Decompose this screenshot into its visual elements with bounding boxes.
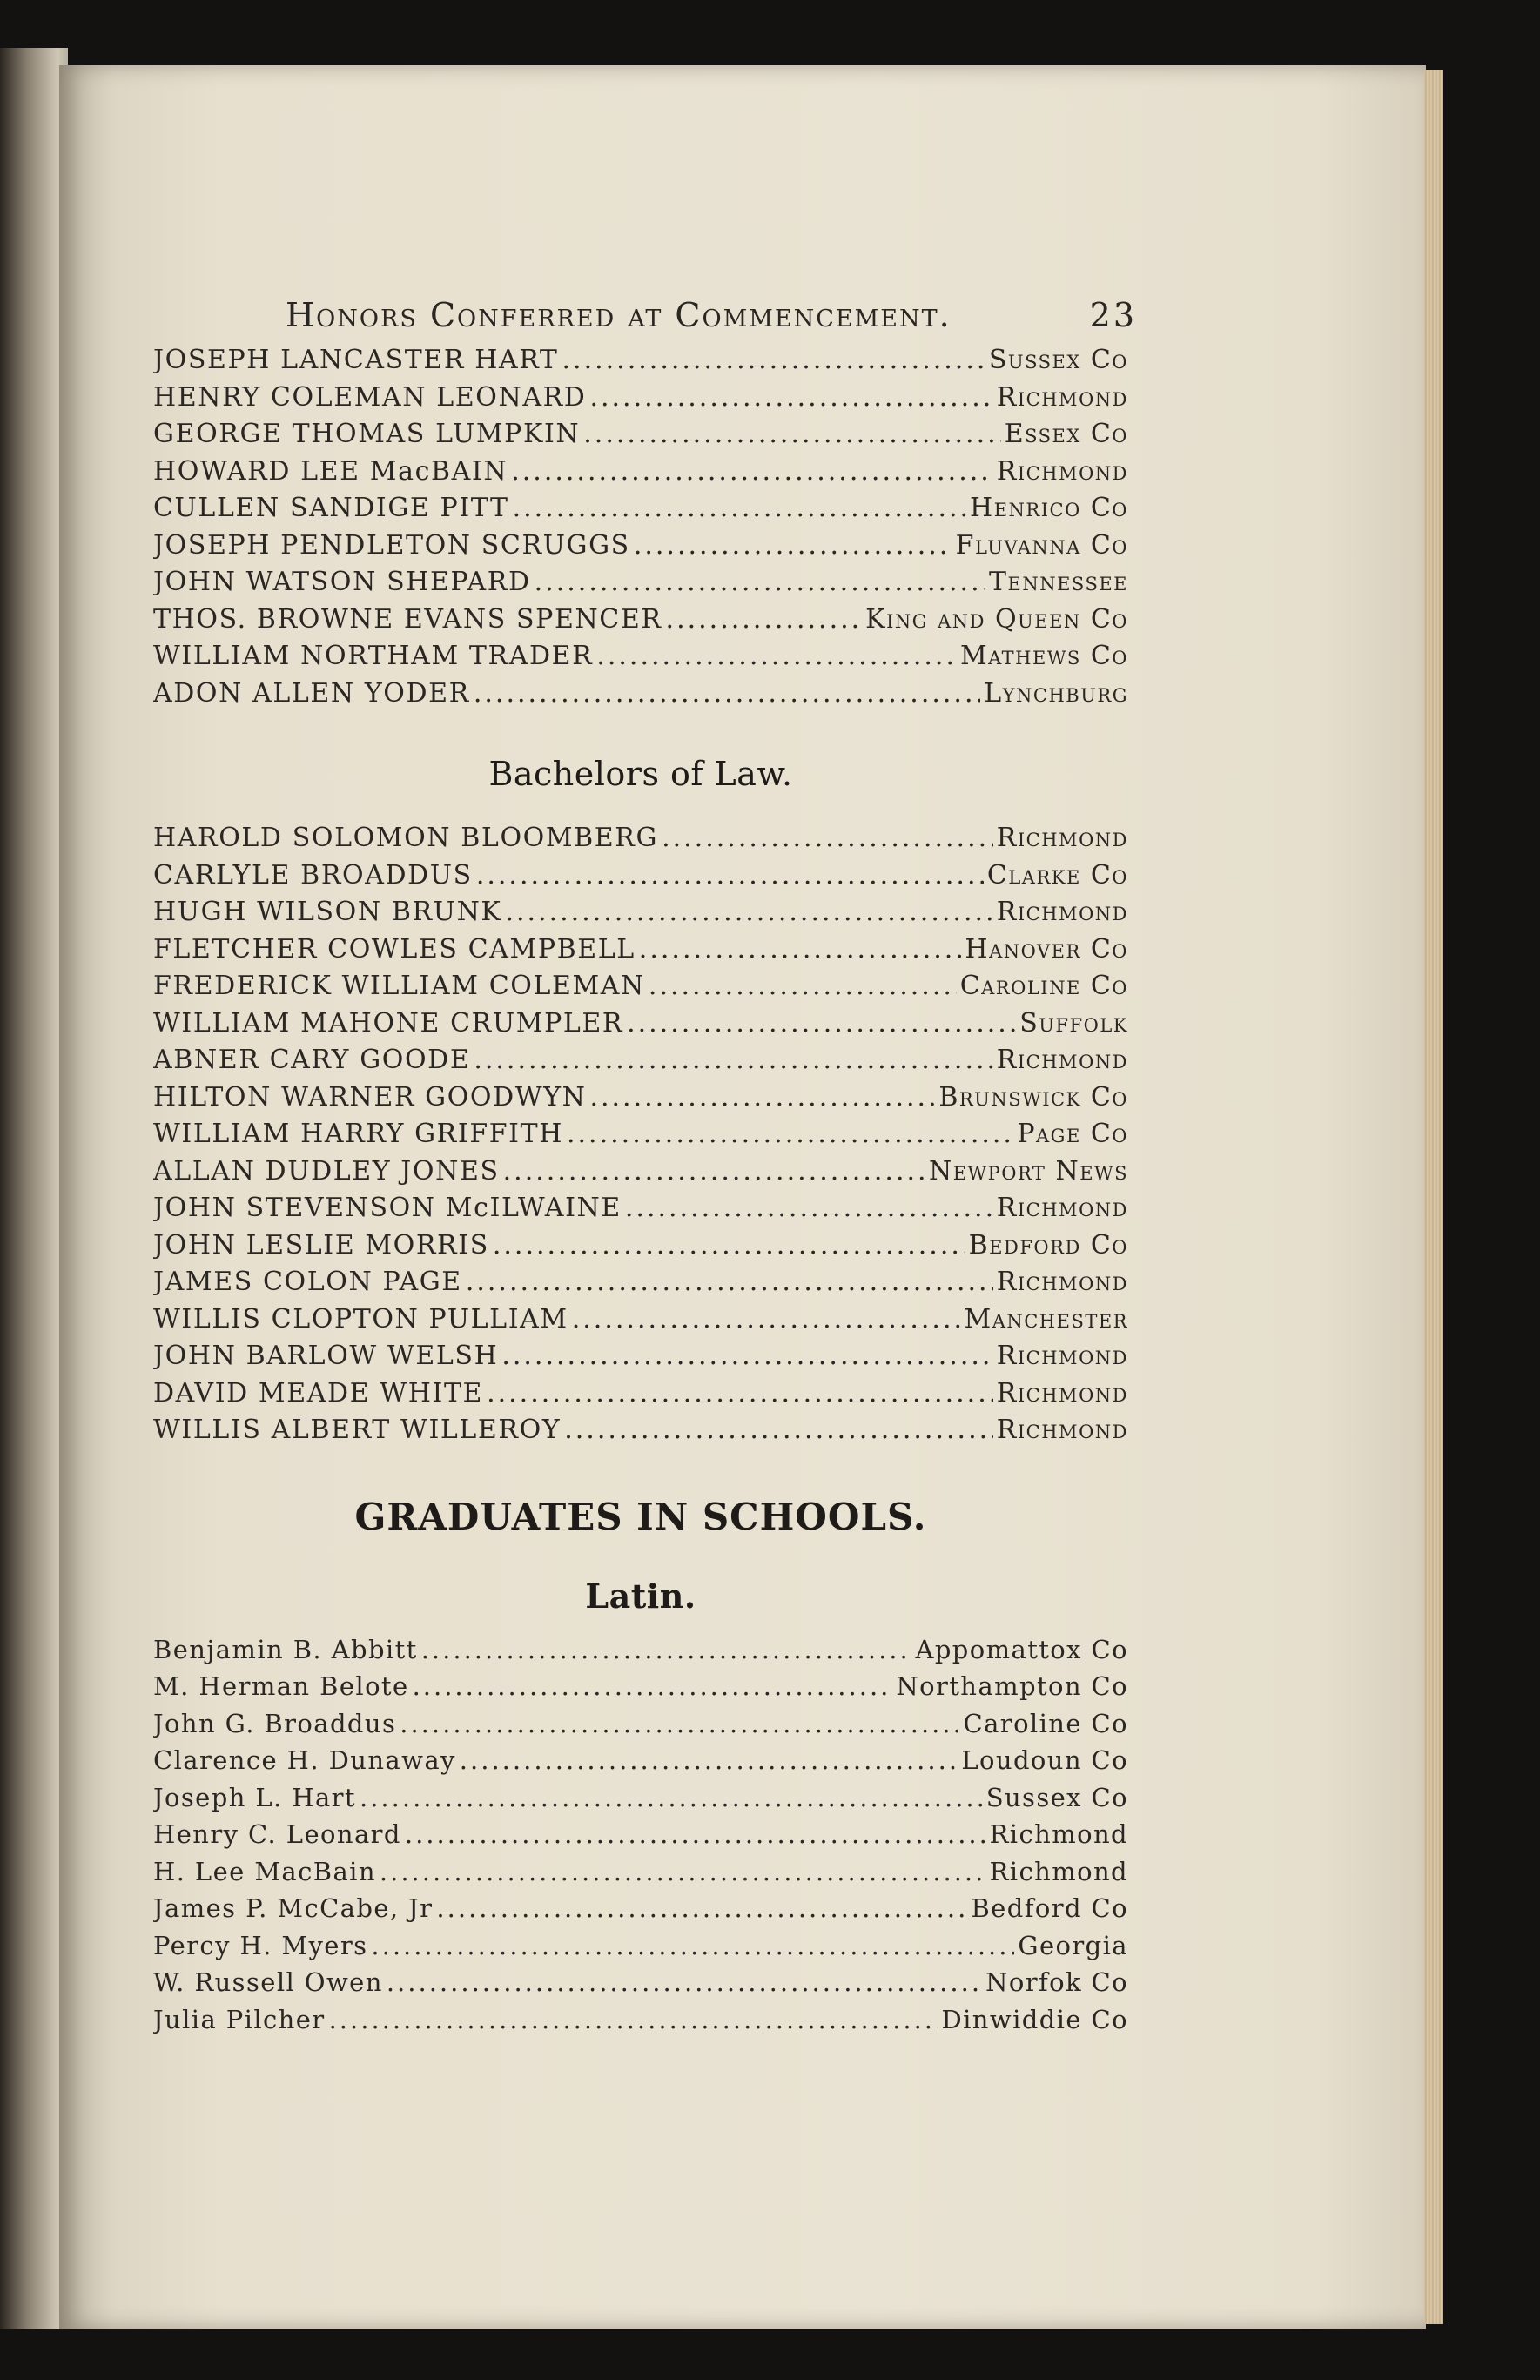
list-item — [153, 382, 1128, 420]
list-item — [153, 641, 1128, 678]
dot-leader — [662, 823, 993, 853]
degree-list — [153, 345, 1128, 715]
entry-place: Richmond — [996, 1045, 1128, 1075]
entry-place: Newport News — [928, 1155, 1128, 1187]
entry-place: Clarke Co — [986, 859, 1128, 891]
entry-place: Richmond — [989, 1819, 1128, 1849]
dot-leader — [501, 1341, 992, 1371]
entry-place: Richmond — [996, 1341, 1128, 1371]
list-item — [153, 1671, 1128, 1709]
bachelors-of-law-list — [153, 823, 1128, 1452]
graduates-in-schools-heading: GRADUATES IN SCHOOLS. — [354, 1495, 927, 1538]
entry-name: JOHN WATSON SHEPARD — [153, 567, 531, 597]
list-item — [153, 1635, 1128, 1672]
entry-name: HAROLD SOLOMON BLOOMBERG — [153, 823, 659, 853]
list-item — [153, 456, 1128, 494]
entry-place: Sussex Co — [985, 1782, 1128, 1812]
dot-leader — [476, 860, 984, 891]
dot-leader — [466, 1267, 993, 1297]
dot-leader — [421, 1635, 912, 1664]
list-item — [153, 530, 1128, 568]
list-item — [153, 419, 1128, 456]
list-item — [153, 493, 1128, 530]
running-head — [153, 296, 1137, 345]
list-item — [153, 567, 1128, 604]
entry-name: ADON ALLEN YODER — [153, 677, 470, 709]
list-item — [153, 1304, 1128, 1341]
list-item — [153, 1082, 1128, 1119]
entry-name: M. Herman Belote — [153, 1671, 409, 1701]
entry-place: Richmond — [996, 381, 1128, 413]
entry-name: HUGH WILSON BRUNK — [153, 897, 502, 927]
entry-place: Northampton Co — [896, 1671, 1128, 1701]
entry-place: King and Queen Co — [865, 603, 1128, 635]
entry-place: Manchester — [964, 1303, 1128, 1335]
entry-place: Henrico Co — [970, 493, 1128, 523]
list-item — [153, 1045, 1128, 1082]
entry-name: FLETCHER COWLES CAMPBELL — [153, 933, 636, 965]
entry-place: Richmond — [996, 897, 1128, 927]
entry-name: JOHN STEVENSON McILWAINE — [153, 1193, 622, 1223]
dot-leader — [487, 1378, 993, 1409]
entry-place: Richmond — [989, 1856, 1128, 1886]
entry-name: Percy H. Myers — [153, 1930, 368, 1960]
list-item — [153, 1378, 1128, 1415]
entry-place: Richmond — [996, 1415, 1128, 1445]
entry-name: W. Russell Owen — [153, 1967, 383, 1997]
list-item — [153, 1341, 1128, 1378]
entry-place: Suffolk — [1019, 1007, 1128, 1039]
entry-name: JAMES COLON PAGE — [153, 1267, 462, 1297]
list-item — [153, 1267, 1128, 1304]
dot-leader — [666, 604, 863, 635]
dot-leader — [596, 641, 957, 671]
entry-place: Bedford Co — [971, 1893, 1128, 1923]
entry-name: CARLYLE BROADDUS — [153, 859, 473, 891]
entry-name: HILTON WARNER GOODWYN — [153, 1081, 587, 1113]
dot-leader — [505, 897, 992, 927]
latin-heading: Latin. — [585, 1576, 696, 1616]
dot-leader — [329, 2005, 938, 2034]
entry-name: Benjamin B. Abbitt — [153, 1634, 418, 1664]
dot-leader — [649, 971, 957, 1001]
dot-leader — [400, 1709, 959, 1738]
entry-place: Richmond — [996, 455, 1128, 487]
dot-leader — [380, 1857, 986, 1886]
entry-place: Appomattox Co — [915, 1634, 1128, 1664]
entry-place: Lynchburg — [984, 677, 1128, 709]
dot-leader — [460, 1745, 958, 1775]
page-stack-edge — [1424, 70, 1443, 2324]
page-number: 23 — [1089, 296, 1137, 334]
entry-place: Richmond — [996, 823, 1128, 853]
list-item — [153, 1967, 1128, 2005]
entry-name: HENRY COLEMAN LEONARD — [153, 381, 587, 413]
entry-place: Richmond — [996, 1267, 1128, 1297]
list-item — [153, 1893, 1128, 1931]
dot-leader — [511, 456, 993, 487]
entry-name: ALLAN DUDLEY JONES — [153, 1155, 500, 1187]
list-item — [153, 860, 1128, 898]
list-item — [153, 1008, 1128, 1045]
list-item — [153, 1193, 1128, 1230]
entry-name: ABNER CARY GOODE — [153, 1045, 471, 1075]
entry-name: WILLIAM HARRY GRIFFITH — [153, 1119, 563, 1149]
list-item — [153, 1230, 1128, 1267]
dot-leader — [474, 678, 980, 709]
dot-leader — [589, 1082, 935, 1113]
entry-name: WILLIS ALBERT WILLEROY — [153, 1415, 562, 1445]
dot-leader — [436, 1893, 967, 1923]
dot-leader — [562, 345, 985, 375]
entry-name: Julia Pilcher — [153, 2004, 326, 2034]
list-item — [153, 1709, 1128, 1746]
entry-place: Norfok Co — [985, 1967, 1128, 1997]
entry-name: JOSEPH LANCASTER HART — [153, 345, 559, 375]
list-item — [153, 1857, 1128, 1894]
entry-name: JOHN LESLIE MORRIS — [153, 1229, 489, 1261]
entry-place: Page Co — [1017, 1119, 1128, 1149]
dot-leader — [625, 1193, 993, 1223]
entry-place: Sussex Co — [988, 345, 1128, 375]
dot-leader — [627, 1008, 1016, 1039]
entry-name: CULLEN SANDIGE PITT — [153, 493, 509, 523]
latin-graduates-list — [153, 1635, 1128, 2042]
dot-leader — [405, 1819, 986, 1849]
entry-place: Dinwiddie Co — [941, 2004, 1128, 2034]
entry-place: Hanover Co — [965, 933, 1128, 965]
entry-name: Joseph L. Hart — [153, 1782, 356, 1812]
entry-place: Richmond — [996, 1377, 1128, 1409]
entry-name: JOHN BARLOW WELSH — [153, 1341, 499, 1371]
entry-name: DAVID MEADE WHITE — [153, 1377, 484, 1409]
list-item — [153, 1745, 1128, 1783]
entry-place: Loudoun Co — [961, 1745, 1128, 1775]
list-item — [153, 1156, 1128, 1193]
dot-leader — [639, 934, 962, 965]
list-item — [153, 678, 1128, 716]
list-item — [153, 934, 1128, 971]
dot-leader — [513, 493, 966, 523]
entry-place: Fluvanna Co — [955, 529, 1128, 561]
list-item — [153, 1931, 1128, 1968]
entry-name: James P. McCabe, Jr — [153, 1893, 434, 1923]
entry-name: WILLIAM MAHONE CRUMPLER — [153, 1007, 624, 1039]
entry-name: JOSEPH PENDLETON SCRUGGS — [153, 529, 630, 561]
list-item — [153, 1819, 1128, 1857]
dot-leader — [387, 1967, 982, 1997]
list-item — [153, 604, 1128, 642]
dot-leader — [583, 419, 1000, 449]
dot-leader — [634, 530, 952, 561]
dot-leader — [493, 1230, 965, 1261]
entry-place: Brunswick Co — [938, 1081, 1128, 1113]
entry-name: Henry C. Leonard — [153, 1819, 401, 1849]
entry-name: John G. Broaddus — [153, 1708, 397, 1738]
dot-leader — [535, 567, 985, 597]
list-item — [153, 971, 1128, 1008]
entry-place: Caroline Co — [963, 1708, 1128, 1738]
list-item — [153, 897, 1128, 934]
running-head-title: Honors Conferred at Commencement. — [286, 296, 952, 334]
entry-name: THOS. BROWNE EVANS SPENCER — [153, 603, 662, 635]
dot-leader — [474, 1045, 992, 1075]
entry-place: Bedford Co — [968, 1229, 1128, 1261]
dot-leader — [572, 1304, 961, 1335]
list-item — [153, 1415, 1128, 1452]
dot-leader — [503, 1156, 925, 1187]
entry-name: FREDERICK WILLIAM COLEMAN — [153, 971, 645, 1001]
entry-name: HOWARD LEE MacBAIN — [153, 455, 508, 487]
dot-leader — [371, 1931, 1014, 1960]
list-item — [153, 345, 1128, 382]
entry-name: WILLIS CLOPTON PULLIAM — [153, 1303, 568, 1335]
dot-leader — [360, 1783, 983, 1812]
list-item — [153, 823, 1128, 860]
entry-place: Mathews Co — [959, 641, 1128, 671]
entry-place: Caroline Co — [959, 971, 1128, 1001]
entry-name: WILLIAM NORTHAM TRADER — [153, 641, 594, 671]
entry-name: H. Lee MacBain — [153, 1856, 376, 1886]
bachelors-of-law-heading: Bachelors of Law. — [488, 755, 793, 793]
dot-leader — [413, 1671, 893, 1701]
entry-name: Clarence H. Dunaway — [153, 1745, 456, 1775]
dot-leader — [567, 1119, 1013, 1149]
facing-page-edge — [0, 48, 68, 2329]
entry-place: Richmond — [996, 1193, 1128, 1223]
list-item — [153, 2005, 1128, 2042]
entry-place: Georgia — [1018, 1930, 1128, 1960]
entry-place: Essex Co — [1004, 419, 1128, 449]
list-item — [153, 1119, 1128, 1156]
entry-place: Tennessee — [989, 567, 1128, 597]
list-item — [153, 1783, 1128, 1820]
entry-name: GEORGE THOMAS LUMPKIN — [153, 419, 581, 449]
dot-leader — [564, 1415, 993, 1445]
dot-leader — [589, 382, 992, 413]
page-content — [153, 296, 1137, 2041]
